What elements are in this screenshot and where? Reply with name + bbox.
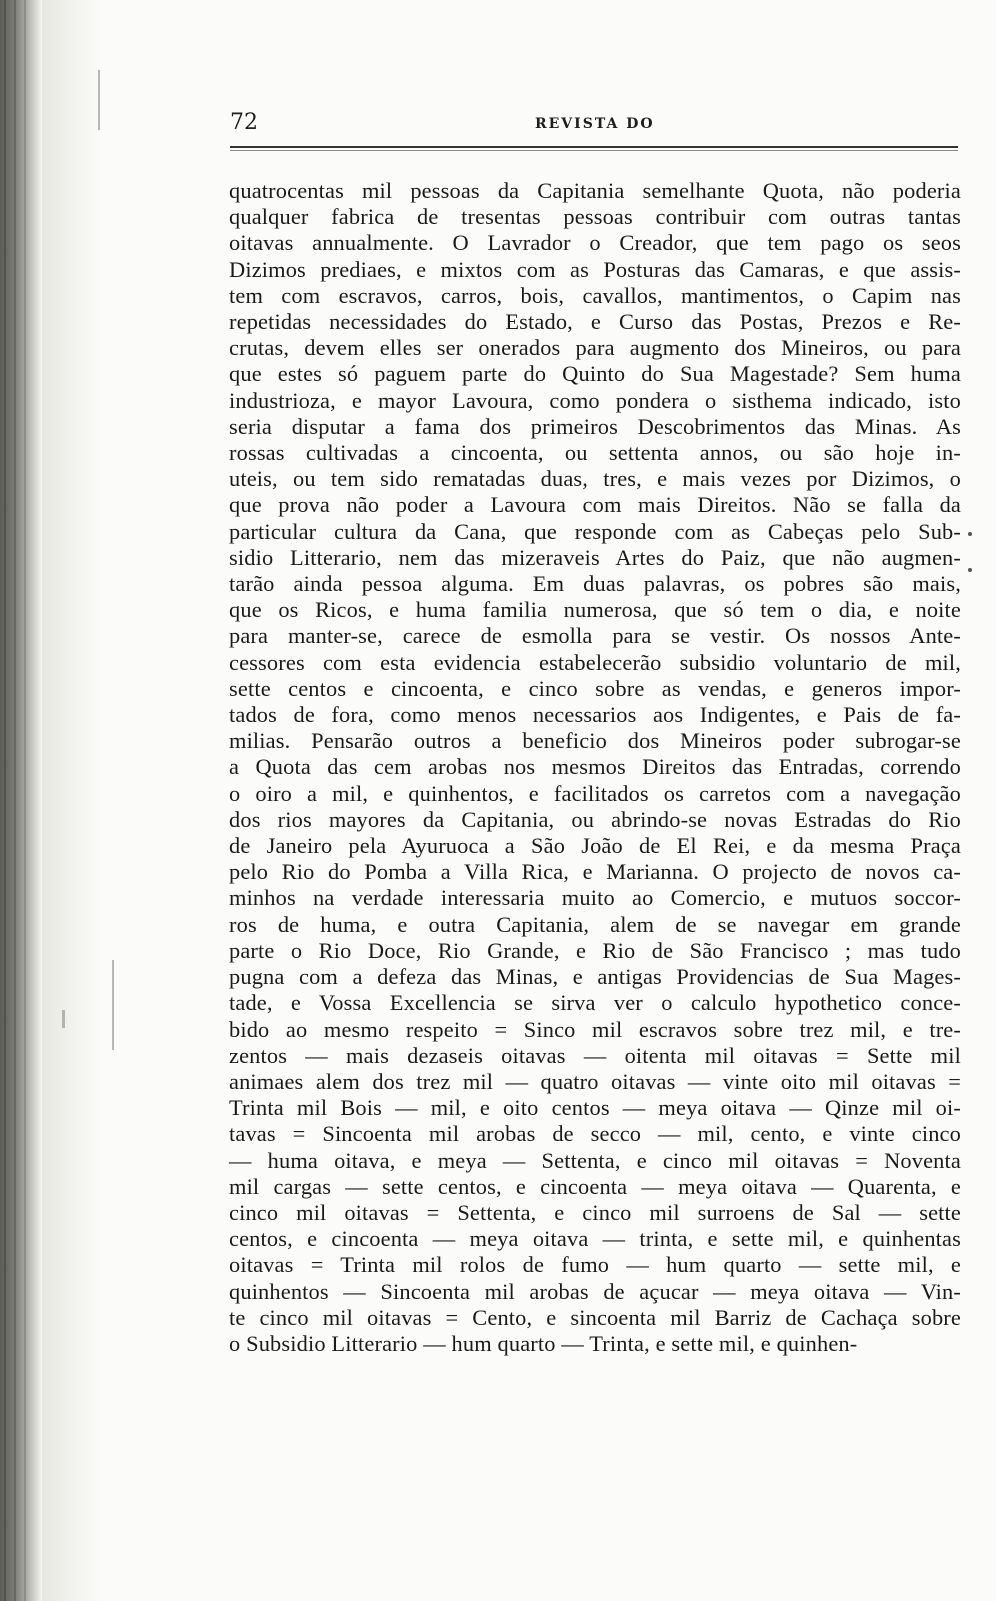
- text-line: quatrocentas mil pessoas da Capitania semelhante Quota, não poderia: [229, 178, 961, 203]
- text-line: sette centos e cincoenta, e cinco sobre as vendas, e generos impor-: [229, 675, 961, 701]
- text-line: milias. Pensarão outros a beneficio dos Mineiros poder subrogar-se: [229, 728, 961, 754]
- text-line: para manter-se, carece de esmolla para se vestir. Os nossos Ante-: [229, 623, 961, 649]
- margin-dot: [968, 568, 972, 572]
- text-line: a Quota das cem arobas nos mesmos Direitos das Entradas, correndo: [229, 754, 961, 780]
- spine-edge-line: [4, 0, 6, 1601]
- text-line: repetidas necessidades do Estado, e Curso das Postas, Prezos e Re-: [229, 309, 961, 335]
- text-line: tavas = Sincoenta mil arobas de secco — mil, cento, e vinte cinco: [229, 1121, 961, 1147]
- text-line: zentos — mais dezaseis oitavas — oitenta mil oitavas = Sette mil: [229, 1042, 961, 1068]
- text-line: mil cargas — sette centos, e cincoenta — meya oitava — Quarenta, e: [229, 1173, 961, 1199]
- page-number: 72: [230, 110, 258, 135]
- body-text: [229, 178, 961, 1357]
- text-line: oitavas annualmente. O Lavrador o Creador, que tem pago os seos: [229, 230, 961, 256]
- text-line: centos, e cincoenta — meya oitava — trinta, e sette mil, e quinhentas: [229, 1226, 961, 1252]
- text-line: Dizimos prediaes, e mixtos com as Posturas das Camaras, e que assis-: [229, 256, 961, 282]
- text-line: dos rios mayores da Capitania, ou abrindo-se novas Estradas do Rio: [229, 806, 961, 832]
- text-line: o Subsidio Litterario — hum quarto — Trinta, e sette mil, e quinhen-: [229, 1330, 858, 1356]
- text-line: que os Ricos, e huma familia numerosa, que só tem o dia, e noite: [229, 597, 961, 623]
- text-line: tade, e Vossa Excellencia se sirva ver o calculo hypothetico conce-: [229, 990, 961, 1016]
- text-line: pelo Rio do Pomba a Villa Rica, e Marianna. O projecto de novos ca-: [229, 859, 961, 885]
- text-line: cinco mil oitavas = Settenta, e cinco mil surroens de Sal — sette: [229, 1199, 961, 1225]
- text-line: pugna com a defeza das Minas, e antigas Providencias de Sua Mages-: [229, 964, 961, 990]
- text-line: que prova não poder a Lavoura com mais Direitos. Não se falla da: [229, 492, 961, 518]
- page-header: [230, 110, 960, 150]
- gutter-mark: [62, 1010, 65, 1028]
- gutter-mark: [112, 960, 114, 1050]
- text-line: bido ao mesmo respeito = Sinco mil escravos sobre trez mil, e tre-: [229, 1016, 961, 1042]
- spine-fade: [42, 0, 102, 1601]
- text-line: oitavas = Trinta mil rolos de fumo — hum quarto — sette mil, e: [229, 1252, 961, 1278]
- text-line: o oiro a mil, e quinhentos, e facilitados os carretos com a navegação: [229, 780, 961, 806]
- margin-dot: [968, 532, 972, 536]
- text-line: te cinco mil oitavas = Cento, e sincoenta mil Barriz de Cachaça sobre: [229, 1304, 961, 1330]
- text-line: rossas cultivadas a cincoenta, ou settenta annos, ou são hoje in-: [229, 440, 961, 466]
- text-line: sidio Litterario, nem das mizeraveis Artes do Paiz, que não augmen-: [229, 544, 961, 570]
- text-line: qualquer fabrica de tresentas pessoas contribuir com outras tantas: [229, 204, 961, 230]
- text-line: tem com escravos, carros, bois, cavallos, mantimentos, o Capim nas: [229, 282, 961, 308]
- text-line: que estes só paguem parte do Quinto do Sua Magestade? Sem huma: [229, 361, 961, 387]
- gutter-mark: [98, 70, 100, 130]
- text-line: crutas, devem elles ser onerados para augmento dos Mineiros, ou para: [229, 335, 961, 361]
- text-line: animaes alem dos trez mil — quatro oitavas — vinte oito mil oitavas =: [229, 1068, 961, 1094]
- text-line: parte o Rio Doce, Rio Grande, e Rio de São Francisco ; mas tudo: [229, 937, 961, 963]
- text-line: minhos na verdade interessaria muito ao Comercio, e mutuos soccor-: [229, 885, 961, 911]
- header-rule-thin: [230, 150, 958, 151]
- text-line: seria disputar a fama dos primeiros Descobrimentos das Minas. As: [229, 413, 961, 439]
- text-line: industrioza, e mayor Lavoura, como pondera o sisthema indicado, isto: [229, 387, 961, 413]
- text-line: Trinta mil Bois — mil, e oito centos — meya oitava — Qinze mil oi-: [229, 1095, 961, 1121]
- book-spine-shadow: [0, 0, 42, 1601]
- header-rule: [230, 146, 958, 148]
- spine-edge-line: [14, 0, 16, 1601]
- text-line: — huma oitava, e meya — Settenta, e cinco mil oitavas = Noventa: [229, 1147, 961, 1173]
- text-line: de Janeiro pela Ayuruoca a São João de El Rei, e da mesma Praça: [229, 833, 961, 859]
- text-line: ros de huma, e outra Capitania, alem de se navegar em grande: [229, 911, 961, 937]
- text-line: uteis, ou tem sido rematadas duas, tres, e mais vezes por Dizimos, o: [229, 466, 961, 492]
- running-head: REVISTA DO: [535, 116, 655, 132]
- text-line: particular cultura da Cana, que responde com as Cabeças pelo Sub-: [229, 518, 961, 544]
- text-line: tados de fora, como menos necessarios aos Indigentes, e Pais de fa-: [229, 702, 961, 728]
- text-line: cessores com esta evidencia estabelecerão subsidio voluntario de mil,: [229, 649, 961, 675]
- spine-edge-line: [24, 0, 26, 1601]
- text-line: quinhentos — Sincoenta mil arobas de açucar — meya oitava — Vin-: [229, 1278, 961, 1304]
- text-line: tarão ainda pessoa alguma. Em duas palavras, os pobres são mais,: [229, 571, 961, 597]
